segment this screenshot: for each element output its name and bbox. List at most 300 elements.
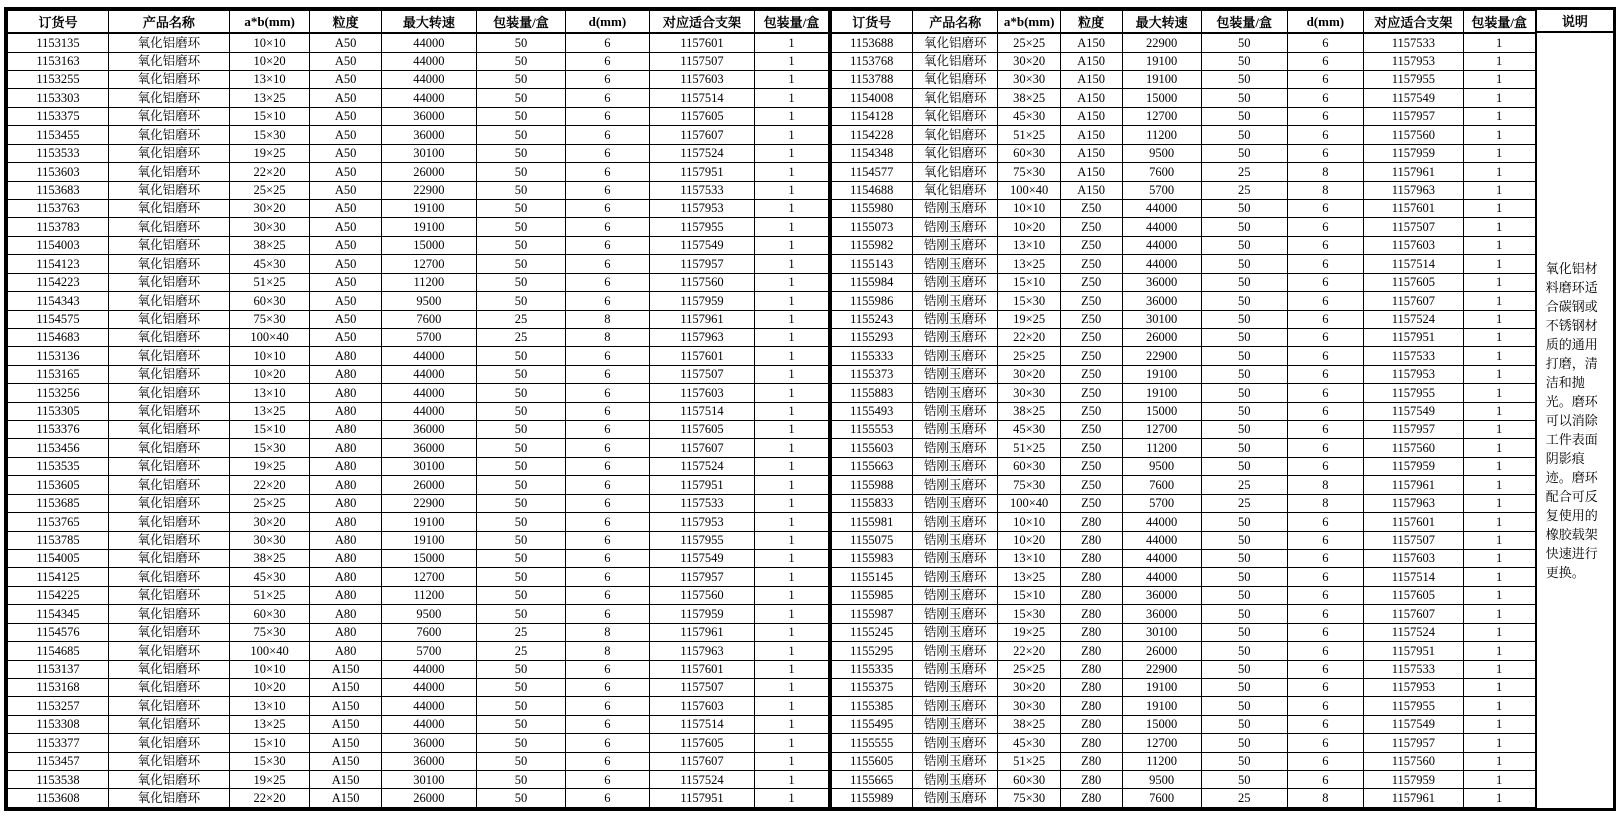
table-row [8, 52, 829, 70]
cell-order-no: 1155143 [830, 255, 912, 273]
cell-pack-qty-per-box-2: 1 [1463, 33, 1535, 52]
cell-pack-qty-per-box-2: 1 [755, 199, 828, 217]
cell-pack-qty-per-box: 50 [1201, 310, 1287, 328]
cell-pack-qty-per-box: 50 [1201, 107, 1287, 125]
cell-grit: Z80 [1060, 642, 1122, 660]
cell-matching-holder: 1157524 [649, 144, 755, 162]
cell-order-no: 1155553 [830, 421, 912, 439]
cell-order-no: 1153305 [8, 402, 109, 420]
column-header-product-name: 产品名称 [108, 11, 229, 34]
cell-size-mm: 45×30 [998, 107, 1060, 125]
cell-matching-holder: 1157957 [649, 568, 755, 586]
cell-pack-qty-per-box-2: 1 [755, 255, 828, 273]
cell-pack-qty-per-box: 25 [476, 642, 565, 660]
cell-d-mm: 6 [566, 126, 650, 144]
cell-pack-qty-per-box-2: 1 [1463, 531, 1535, 549]
table-row [830, 439, 1535, 457]
cell-pack-qty-per-box-2: 1 [1463, 605, 1535, 623]
cell-size-mm: 13×25 [229, 402, 309, 420]
cell-product-name: 氧化铝磨环 [108, 715, 229, 733]
cell-grit: A50 [310, 255, 382, 273]
cell-d-mm: 6 [1287, 402, 1363, 420]
column-header-size-mm: a*b(mm) [998, 11, 1060, 34]
cell-matching-holder: 1157603 [1364, 549, 1464, 567]
table-row [8, 181, 829, 199]
cell-pack-qty-per-box: 50 [476, 255, 565, 273]
cell-matching-holder: 1157603 [649, 384, 755, 402]
cell-grit: A150 [310, 734, 382, 752]
column-header-pack-qty-per-box: 包装量/盒 [1201, 11, 1287, 34]
column-header-max-rpm: 最大转速 [1122, 11, 1201, 34]
table-row [8, 734, 829, 752]
cell-matching-holder: 1157955 [1364, 697, 1464, 715]
cell-pack-qty-per-box-2: 1 [755, 697, 828, 715]
cell-grit: A50 [310, 310, 382, 328]
cell-product-name: 锆刚玉磨环 [912, 531, 998, 549]
table-row [8, 310, 829, 328]
cell-d-mm: 6 [566, 771, 650, 789]
cell-max-rpm: 22900 [1122, 33, 1201, 52]
cell-order-no: 1154125 [8, 568, 109, 586]
cell-d-mm: 6 [566, 531, 650, 549]
table-row [8, 476, 829, 494]
cell-matching-holder: 1157951 [1364, 642, 1464, 660]
cell-max-rpm: 44000 [1122, 199, 1201, 217]
cell-order-no: 1155980 [830, 199, 912, 217]
cell-d-mm: 6 [566, 292, 650, 310]
cell-d-mm: 6 [566, 421, 650, 439]
cell-pack-qty-per-box: 50 [476, 771, 565, 789]
cell-order-no: 1153303 [8, 89, 109, 107]
cell-order-no: 1153535 [8, 457, 109, 475]
cell-d-mm: 6 [566, 660, 650, 678]
cell-max-rpm: 9500 [382, 292, 477, 310]
cell-d-mm: 8 [566, 623, 650, 641]
cell-matching-holder: 1157959 [1364, 457, 1464, 475]
cell-d-mm: 6 [1287, 310, 1363, 328]
cell-pack-qty-per-box-2: 1 [1463, 678, 1535, 696]
cell-d-mm: 6 [566, 273, 650, 291]
cell-order-no: 1155293 [830, 328, 912, 346]
cell-max-rpm: 44000 [382, 89, 477, 107]
cell-grit: A50 [310, 126, 382, 144]
cell-product-name: 氧化铝磨环 [108, 273, 229, 291]
cell-pack-qty-per-box-2: 1 [1463, 163, 1535, 181]
table-row [830, 678, 1535, 696]
cell-d-mm: 6 [566, 255, 650, 273]
cell-grit: A150 [310, 660, 382, 678]
cell-matching-holder: 1157524 [649, 457, 755, 475]
cell-max-rpm: 5700 [382, 328, 477, 346]
cell-d-mm: 6 [566, 752, 650, 770]
column-header-matching-holder: 对应适合支架 [1364, 11, 1464, 34]
cell-pack-qty-per-box: 50 [476, 163, 565, 181]
cell-max-rpm: 11200 [382, 273, 477, 291]
table-row [830, 71, 1535, 89]
cell-d-mm: 6 [1287, 33, 1363, 52]
cell-pack-qty-per-box: 50 [476, 476, 565, 494]
cell-order-no: 1155665 [830, 771, 912, 789]
cell-pack-qty-per-box-2: 1 [755, 586, 828, 604]
cell-grit: A150 [1060, 181, 1122, 199]
cell-pack-qty-per-box: 50 [476, 549, 565, 567]
cell-pack-qty-per-box: 50 [1201, 549, 1287, 567]
cell-order-no: 1155985 [830, 586, 912, 604]
cell-grit: A50 [310, 107, 382, 125]
cell-pack-qty-per-box: 50 [1201, 71, 1287, 89]
cell-max-rpm: 44000 [382, 347, 477, 365]
cell-size-mm: 25×25 [998, 660, 1060, 678]
cell-product-name: 氧化铝磨环 [108, 255, 229, 273]
cell-max-rpm: 9500 [1122, 457, 1201, 475]
cell-matching-holder: 1157603 [1364, 236, 1464, 254]
cell-pack-qty-per-box-2: 1 [1463, 144, 1535, 162]
cell-max-rpm: 9500 [1122, 771, 1201, 789]
cell-size-mm: 38×25 [229, 549, 309, 567]
cell-order-no: 1155493 [830, 402, 912, 420]
cell-order-no: 1154575 [8, 310, 109, 328]
cell-grit: A150 [310, 752, 382, 770]
cell-order-no: 1155833 [830, 494, 912, 512]
cell-pack-qty-per-box: 50 [1201, 126, 1287, 144]
cell-product-name: 氧化铝磨环 [108, 568, 229, 586]
table-row [830, 89, 1535, 107]
cell-max-rpm: 19100 [1122, 365, 1201, 383]
cell-pack-qty-per-box-2: 1 [1463, 623, 1535, 641]
cell-matching-holder: 1157524 [1364, 310, 1464, 328]
cell-matching-holder: 1157955 [1364, 384, 1464, 402]
cell-pack-qty-per-box: 50 [476, 384, 565, 402]
cell-pack-qty-per-box-2: 1 [1463, 199, 1535, 217]
cell-matching-holder: 1157601 [649, 347, 755, 365]
cell-order-no: 1155333 [830, 347, 912, 365]
table-right-body [830, 33, 1535, 808]
cell-order-no: 1153255 [8, 71, 109, 89]
cell-order-no: 1154225 [8, 586, 109, 604]
cell-pack-qty-per-box-2: 1 [755, 678, 828, 696]
cell-pack-qty-per-box: 50 [476, 199, 565, 217]
cell-pack-qty-per-box-2: 1 [755, 752, 828, 770]
cell-size-mm: 38×25 [229, 236, 309, 254]
cell-product-name: 氧化铝磨环 [108, 421, 229, 439]
cell-order-no: 1155984 [830, 273, 912, 291]
cell-d-mm: 6 [1287, 126, 1363, 144]
note-column-header: 说明 [1537, 10, 1613, 33]
cell-pack-qty-per-box: 50 [1201, 568, 1287, 586]
cell-max-rpm: 7600 [1122, 163, 1201, 181]
cell-pack-qty-per-box: 50 [476, 568, 565, 586]
cell-pack-qty-per-box-2: 1 [755, 476, 828, 494]
cell-product-name: 锆刚玉磨环 [912, 771, 998, 789]
cell-pack-qty-per-box-2: 1 [755, 531, 828, 549]
cell-pack-qty-per-box-2: 1 [1463, 734, 1535, 752]
cell-max-rpm: 12700 [382, 568, 477, 586]
cell-order-no: 1153257 [8, 697, 109, 715]
table-row [830, 310, 1535, 328]
cell-order-no: 1153765 [8, 513, 109, 531]
cell-grit: A150 [310, 678, 382, 696]
cell-grit: A50 [310, 273, 382, 291]
cell-grit: A150 [1060, 163, 1122, 181]
table-row [830, 144, 1535, 162]
cell-product-name: 氧化铝磨环 [108, 697, 229, 715]
cell-size-mm: 38×25 [998, 89, 1060, 107]
cell-order-no: 1155495 [830, 715, 912, 733]
table-row [8, 163, 829, 181]
cell-pack-qty-per-box: 50 [476, 273, 565, 291]
cell-size-mm: 10×20 [229, 52, 309, 70]
cell-matching-holder: 1157507 [1364, 218, 1464, 236]
cell-order-no: 1153768 [830, 52, 912, 70]
cell-max-rpm: 30100 [382, 457, 477, 475]
cell-matching-holder: 1157959 [1364, 771, 1464, 789]
cell-product-name: 锆刚玉磨环 [912, 586, 998, 604]
cell-matching-holder: 1157524 [1364, 623, 1464, 641]
cell-size-mm: 51×25 [998, 752, 1060, 770]
cell-pack-qty-per-box: 50 [476, 292, 565, 310]
cell-matching-holder: 1157603 [649, 71, 755, 89]
table-row [830, 218, 1535, 236]
cell-grit: Z80 [1060, 568, 1122, 586]
cell-grit: A50 [310, 89, 382, 107]
cell-pack-qty-per-box-2: 1 [755, 660, 828, 678]
cell-size-mm: 75×30 [229, 623, 309, 641]
cell-pack-qty-per-box-2: 1 [755, 33, 828, 52]
cell-grit: Z50 [1060, 310, 1122, 328]
cell-size-mm: 13×10 [229, 697, 309, 715]
cell-matching-holder: 1157601 [649, 660, 755, 678]
cell-matching-holder: 1157607 [649, 752, 755, 770]
cell-size-mm: 100×40 [998, 181, 1060, 199]
cell-pack-qty-per-box: 50 [1201, 678, 1287, 696]
cell-pack-qty-per-box-2: 1 [755, 144, 828, 162]
cell-matching-holder: 1157605 [649, 734, 755, 752]
cell-order-no: 1154348 [830, 144, 912, 162]
cell-grit: Z50 [1060, 384, 1122, 402]
cell-d-mm: 6 [1287, 439, 1363, 457]
cell-size-mm: 51×25 [229, 273, 309, 291]
cell-size-mm: 15×30 [229, 126, 309, 144]
table-row [8, 199, 829, 217]
cell-max-rpm: 11200 [1122, 752, 1201, 770]
cell-pack-qty-per-box: 50 [476, 734, 565, 752]
cell-d-mm: 6 [1287, 421, 1363, 439]
cell-d-mm: 6 [566, 199, 650, 217]
cell-size-mm: 10×10 [229, 33, 309, 52]
cell-product-name: 氧化铝磨环 [108, 292, 229, 310]
column-header-pack-qty-per-box: 包装量/盒 [476, 11, 565, 34]
cell-d-mm: 6 [1287, 623, 1363, 641]
cell-matching-holder: 1157957 [649, 255, 755, 273]
cell-max-rpm: 26000 [1122, 642, 1201, 660]
cell-size-mm: 13×25 [229, 715, 309, 733]
cell-pack-qty-per-box: 50 [1201, 365, 1287, 383]
cell-matching-holder: 1157607 [1364, 292, 1464, 310]
cell-pack-qty-per-box-2: 1 [755, 734, 828, 752]
cell-grit: A80 [310, 568, 382, 586]
cell-order-no: 1154128 [830, 107, 912, 125]
cell-pack-qty-per-box: 50 [1201, 642, 1287, 660]
table-row [8, 697, 829, 715]
cell-grit: Z80 [1060, 623, 1122, 641]
cell-product-name: 锆刚玉磨环 [912, 734, 998, 752]
cell-max-rpm: 44000 [382, 384, 477, 402]
cell-pack-qty-per-box: 50 [1201, 255, 1287, 273]
cell-matching-holder: 1157955 [649, 531, 755, 549]
table-row [8, 605, 829, 623]
cell-size-mm: 51×25 [229, 586, 309, 604]
column-header-max-rpm: 最大转速 [382, 11, 477, 34]
cell-pack-qty-per-box-2: 1 [755, 163, 828, 181]
cell-product-name: 锆刚玉磨环 [912, 199, 998, 217]
cell-grit: A80 [310, 476, 382, 494]
cell-d-mm: 6 [1287, 255, 1363, 273]
cell-grit: A80 [310, 549, 382, 567]
table-row [830, 384, 1535, 402]
table-row [8, 623, 829, 641]
cell-product-name: 锆刚玉磨环 [912, 457, 998, 475]
cell-matching-holder: 1157961 [1364, 789, 1464, 808]
cell-d-mm: 6 [566, 71, 650, 89]
cell-size-mm: 30×20 [998, 678, 1060, 696]
column-header-product-name: 产品名称 [912, 11, 998, 34]
cell-size-mm: 75×30 [229, 310, 309, 328]
cell-product-name: 氧化铝磨环 [108, 310, 229, 328]
cell-size-mm: 13×25 [998, 568, 1060, 586]
cell-pack-qty-per-box-2: 1 [755, 126, 828, 144]
cell-product-name: 氧化铝磨环 [108, 771, 229, 789]
cell-max-rpm: 5700 [382, 642, 477, 660]
cell-matching-holder: 1157560 [1364, 752, 1464, 770]
cell-pack-qty-per-box-2: 1 [1463, 586, 1535, 604]
cell-grit: A80 [310, 605, 382, 623]
cell-max-rpm: 26000 [382, 789, 477, 808]
table-row [8, 457, 829, 475]
cell-pack-qty-per-box-2: 1 [1463, 384, 1535, 402]
cell-grit: A50 [310, 163, 382, 181]
cell-d-mm: 6 [1287, 660, 1363, 678]
cell-max-rpm: 11200 [382, 586, 477, 604]
cell-pack-qty-per-box-2: 1 [1463, 310, 1535, 328]
cell-d-mm: 6 [566, 439, 650, 457]
cell-pack-qty-per-box: 50 [1201, 734, 1287, 752]
cell-pack-qty-per-box: 50 [1201, 752, 1287, 770]
cell-product-name: 氧化铝磨环 [108, 642, 229, 660]
cell-d-mm: 6 [566, 52, 650, 70]
cell-order-no: 1153308 [8, 715, 109, 733]
cell-pack-qty-per-box: 50 [476, 752, 565, 770]
cell-order-no: 1155385 [830, 697, 912, 715]
cell-grit: A150 [310, 697, 382, 715]
cell-product-name: 氧化铝磨环 [108, 494, 229, 512]
cell-product-name: 锆刚玉磨环 [912, 715, 998, 733]
cell-matching-holder: 1157560 [649, 586, 755, 604]
cell-matching-holder: 1157549 [1364, 89, 1464, 107]
table-row [830, 789, 1535, 808]
cell-product-name: 氧化铝磨环 [912, 71, 998, 89]
cell-order-no: 1155987 [830, 605, 912, 623]
cell-matching-holder: 1157955 [1364, 71, 1464, 89]
cell-product-name: 氧化铝磨环 [108, 126, 229, 144]
cell-pack-qty-per-box-2: 1 [1463, 660, 1535, 678]
cell-pack-qty-per-box-2: 1 [1463, 642, 1535, 660]
cell-grit: A150 [310, 771, 382, 789]
column-header-order-no: 订货号 [8, 11, 109, 34]
cell-order-no: 1153376 [8, 421, 109, 439]
cell-max-rpm: 44000 [382, 71, 477, 89]
cell-product-name: 氧化铝磨环 [912, 181, 998, 199]
cell-pack-qty-per-box-2: 1 [1463, 273, 1535, 291]
table-row [8, 568, 829, 586]
cell-max-rpm: 26000 [1122, 328, 1201, 346]
cell-pack-qty-per-box: 50 [476, 89, 565, 107]
cell-max-rpm: 19100 [382, 199, 477, 217]
cell-max-rpm: 44000 [382, 715, 477, 733]
cell-pack-qty-per-box: 50 [476, 365, 565, 383]
cell-order-no: 1155075 [830, 531, 912, 549]
cell-max-rpm: 44000 [382, 697, 477, 715]
cell-pack-qty-per-box-2: 1 [755, 384, 828, 402]
cell-pack-qty-per-box-2: 1 [1463, 347, 1535, 365]
table-row [830, 697, 1535, 715]
cell-matching-holder: 1157605 [649, 107, 755, 125]
cell-matching-holder: 1157601 [649, 33, 755, 52]
cell-max-rpm: 12700 [382, 255, 477, 273]
cell-pack-qty-per-box-2: 1 [1463, 549, 1535, 567]
cell-grit: Z50 [1060, 273, 1122, 291]
cell-order-no: 1153455 [8, 126, 109, 144]
cell-size-mm: 30×30 [998, 71, 1060, 89]
cell-product-name: 氧化铝磨环 [108, 402, 229, 420]
cell-pack-qty-per-box: 50 [476, 402, 565, 420]
cell-pack-qty-per-box-2: 1 [755, 365, 828, 383]
cell-product-name: 锆刚玉磨环 [912, 384, 998, 402]
cell-matching-holder: 1157549 [649, 549, 755, 567]
table-row [8, 107, 829, 125]
cell-pack-qty-per-box: 25 [1201, 789, 1287, 808]
table-row [8, 236, 829, 254]
cell-max-rpm: 44000 [1122, 513, 1201, 531]
cell-matching-holder: 1157961 [1364, 163, 1464, 181]
cell-pack-qty-per-box-2: 1 [1463, 771, 1535, 789]
cell-d-mm: 6 [566, 402, 650, 420]
cell-matching-holder: 1157961 [649, 623, 755, 641]
header-row [8, 11, 829, 34]
cell-d-mm: 6 [1287, 218, 1363, 236]
cell-product-name: 锆刚玉磨环 [912, 365, 998, 383]
cell-size-mm: 15×30 [998, 292, 1060, 310]
cell-pack-qty-per-box: 50 [1201, 457, 1287, 475]
cell-d-mm: 6 [566, 568, 650, 586]
cell-product-name: 锆刚玉磨环 [912, 605, 998, 623]
cell-pack-qty-per-box-2: 1 [755, 347, 828, 365]
cell-product-name: 锆刚玉磨环 [912, 328, 998, 346]
cell-d-mm: 8 [1287, 181, 1363, 199]
cell-size-mm: 15×10 [229, 107, 309, 125]
cell-size-mm: 75×30 [998, 476, 1060, 494]
cell-order-no: 1155983 [830, 549, 912, 567]
cell-size-mm: 15×10 [229, 734, 309, 752]
cell-grit: Z50 [1060, 292, 1122, 310]
table-row [8, 752, 829, 770]
table-row [8, 789, 829, 808]
cell-d-mm: 6 [566, 697, 650, 715]
table-row [8, 347, 829, 365]
cell-grit: A80 [310, 439, 382, 457]
cell-pack-qty-per-box-2: 1 [755, 71, 828, 89]
cell-max-rpm: 22900 [1122, 347, 1201, 365]
cell-pack-qty-per-box: 50 [476, 33, 565, 52]
